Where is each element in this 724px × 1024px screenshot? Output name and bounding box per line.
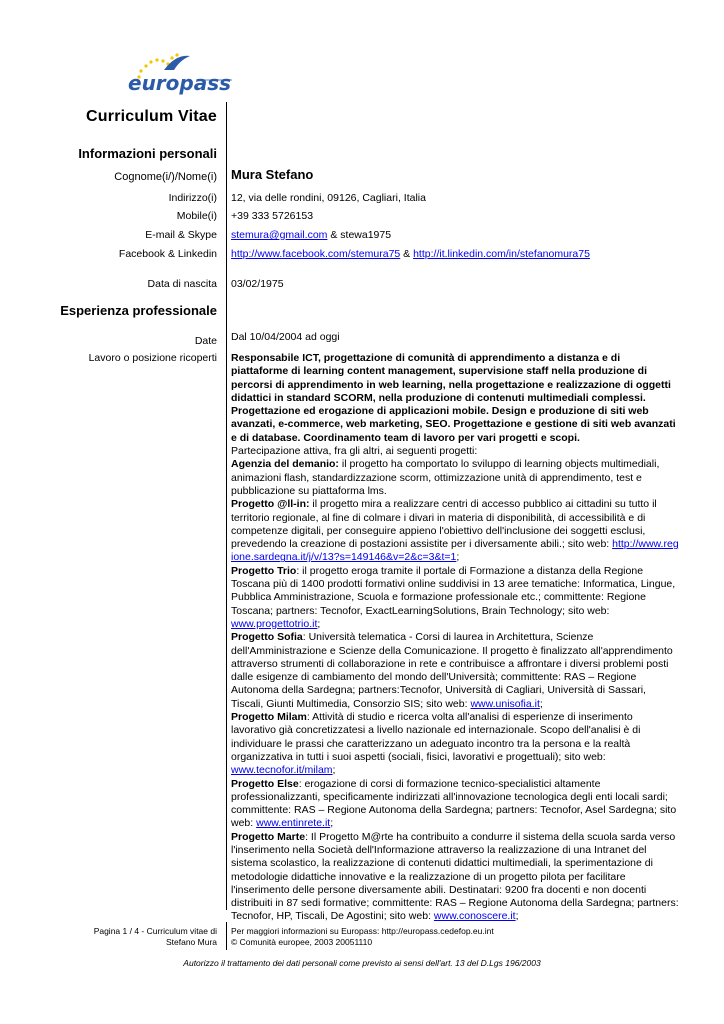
skype-id: stewa1975 — [340, 229, 392, 241]
footer-page-line2: Stefano Mura — [165, 937, 217, 947]
project-end: ; — [539, 697, 543, 710]
project-name: Progetto Trio — [231, 564, 297, 577]
project-text: : erogazione di corsi di formazione tecnico-specialistici altamente professionalizzanti, specificamente indirizzati all'innovazione tecnologica degli enti locali sardi; committente: RAS – Regione Autonoma della Sardegna; partners: Tecnofor, Asel Sardegna; sito web: — [231, 777, 677, 830]
mobile-label: Mobile(i) — [176, 210, 217, 222]
project-name: Progetto Else — [231, 777, 299, 790]
role-description: Responsabile ICT, progettazione di comunità di apprendimento a distanza e di piattaforme di learning content management, supervisione staff nella produzione di percorsi di apprendimento in web learning, nella progettazione e realizzazione di oggetti didattici in standard SCORM, nella produzione di contenuti multimediali complessi. Progettazione ed erogazione di applicazioni mobile. Design e produzione di siti web avanzati, e-commerce, web marketing, SEO. Progettazione e gestione di siti web avanzati e di database. Coordinamento team di lavoro per vari progetti e scopi. — [231, 352, 676, 444]
birthdate-label: Data di nascita — [147, 278, 217, 290]
footer-page-line1: Pagina 1 / 4 - Curriculum vitae di — [93, 926, 217, 936]
project-link[interactable]: www.progettotrio.it — [231, 617, 318, 630]
project-item — [231, 831, 679, 924]
projects-intro: Partecipazione attiva, fra gli altri, ai seguenti progetti: — [231, 445, 478, 458]
project-name: Progetto @ll-in: — [231, 498, 310, 511]
project-text: : Il Progetto M@rte ha contribuito a condurre il sistema della scuola sarda verso l'inserimento nella Società dell'Informazione attraverso la realizzazione di una Intranet del sistema scolastico, la realizzazione di contenuti didattici multimediali, la sperimentazione di metodologie didattiche innovative e la realizzazione di un progetto pilota per facilitare l'inserimento delle persone diversamente abili. Destinatari: 9200 fra docenti e non docenti distribuiti in 87 sedi formative; committente: RAS – Regione Autonoma della Sardegna; partners: Tecnofor, HP, Tiscali, De Agostini; sito web: — [231, 830, 679, 923]
project-text: il progetto mira a realizzare centri di accesso pubblico ai cittadini su tutto il territorio regionale, al fine di colmare i divari in materia di disponibilità, di accessibilità e di competenze digitali, per conseguire appieno l'obiettivo dell'inclusione dei soggetti esclusi, prevedendo la creazione di postazioni assistite per i diversamente abili.; sito web: — [231, 498, 657, 551]
column-divider — [226, 102, 227, 910]
project-item — [231, 458, 679, 498]
social-value — [231, 248, 590, 261]
page-title: Curriculum Vitae — [86, 108, 217, 125]
privacy-consent: Autorizzo il trattamento dei dati personali come previsto ai sensi dell'art. 13 del D.Lgs 196/2003 — [183, 958, 541, 968]
project-text: : Università telematica - Corsi di laurea in Architettura, Scienze dell'Amministrazione e Scienze della Comunicazione. Il progetto è finalizzato all'apprendimento attraverso strumenti di collaborazione in rete e contribuisce a affrontare i diversi problemi posti dalle esigenze di cambiamento del mondo dell'Università; committente: RAS – Regione Autonoma della Sardegna; partners:Tecnofor, Università di Cagliari, Università di Sassari, Tiscali, Giunti Multimedia, Consorzio SIS; sito web: — [231, 631, 673, 710]
project-name: Progetto Milam — [231, 711, 307, 724]
project-text: il progetto ha comportato lo sviluppo di learning objects multimediali, animazioni flash, standardizzazione scorm, ottimizzazione unità di apprendimento, test e pubblicazione su piattaforma lms. — [231, 458, 660, 497]
linkedin-link[interactable]: http://it.linkedin.com/in/stefanomura75 — [413, 248, 590, 260]
date-value: Dal 10/04/2004 ad oggi — [231, 331, 340, 343]
footer-info-line2: © Comunità europee, 2003 20051110 — [231, 937, 373, 947]
project-name: Progetto Marte — [231, 830, 306, 843]
project-name: Agenzia del demanio: — [231, 458, 339, 471]
project-text: : il progetto eroga tramite il portale di Formazione a distanza della Regione Toscana più di 1400 prodotti formativi online suddivisi in 13 aree tematiche: Informatica, Lingue, Pubblica Amministrazione, Scuola e formazione professionale etc.; committente: Regione Toscana; partners: Tecnofor, ExactLearningSolutions, Brain Technology; sito web: — [231, 564, 676, 617]
project-name: Progetto Sofia — [231, 631, 303, 644]
email-skype-label: E-mail & Skype — [145, 229, 217, 241]
project-end: ; — [515, 910, 519, 923]
europass-logo — [124, 50, 234, 100]
project-text: : Attività di studio e ricerca volta all'analisi di esperienze di inserimento lavorativo già concretizzatesi a livello nazionale ed internazionale. Scopo dell'analisi è di individuare le prassi che caratterizzano un adeguato incontro tra la persona e la realtà organizzativa in tutti i suoi aspetti (sociali, fisici, lavorativi e progettuali); sito web: — [231, 711, 641, 763]
project-end: ; — [317, 617, 321, 630]
social-separator: & — [400, 248, 414, 260]
project-link[interactable]: www.tecnofor.it/milam — [231, 764, 333, 777]
project-end: ; — [330, 817, 334, 830]
project-link[interactable]: http://www.regione.sardegna.it/j/v/13?s=149146&v=2&c=3&t=1 — [231, 538, 679, 564]
project-item — [231, 711, 679, 777]
email-skype-separator: & — [327, 229, 341, 241]
footer-page-info — [94, 926, 217, 948]
project-link[interactable]: www.unisofia.it — [470, 697, 540, 710]
section-personal-heading: Informazioni personali — [78, 146, 217, 161]
project-link[interactable]: www.conoscere.it — [433, 910, 516, 923]
facebook-link[interactable]: http://www.facebook.com/stemura75 — [231, 248, 401, 260]
address-value: 12, via delle rondini, 09126, Cagliari, Italia — [231, 192, 426, 204]
footer-info-line1: Per maggiori informazioni su Europass: http://europass.cedefop.eu.int — [231, 926, 494, 936]
footer-info — [231, 926, 494, 948]
project-item — [231, 778, 679, 831]
email-skype-value — [231, 229, 391, 242]
section-experience-heading: Esperienza professionale — [60, 303, 217, 318]
birthdate-value: 03/02/1975 — [231, 278, 284, 290]
full-name: Mura Stefano — [231, 167, 314, 182]
project-item — [231, 565, 679, 631]
email-link[interactable]: stemura@gmail.com — [231, 229, 328, 241]
project-link[interactable]: www.entinrete.it — [256, 817, 331, 830]
logo-wordmark: europass — [128, 71, 232, 95]
address-label: Indirizzo(i) — [168, 192, 217, 204]
footer-divider — [226, 922, 227, 950]
role-label: Lavoro o posizione ricoperti — [88, 352, 217, 364]
name-label: Cognome(i/)/Nome(i) — [114, 171, 217, 183]
social-label: Facebook & Linkedin — [118, 248, 217, 260]
date-label: Date — [194, 335, 217, 347]
project-item — [231, 498, 679, 564]
project-end: ; — [456, 551, 460, 564]
project-item — [231, 631, 679, 711]
mobile-value: +39 333 5726153 — [231, 210, 314, 222]
project-end: ; — [332, 764, 336, 777]
experience-description — [231, 352, 679, 924]
